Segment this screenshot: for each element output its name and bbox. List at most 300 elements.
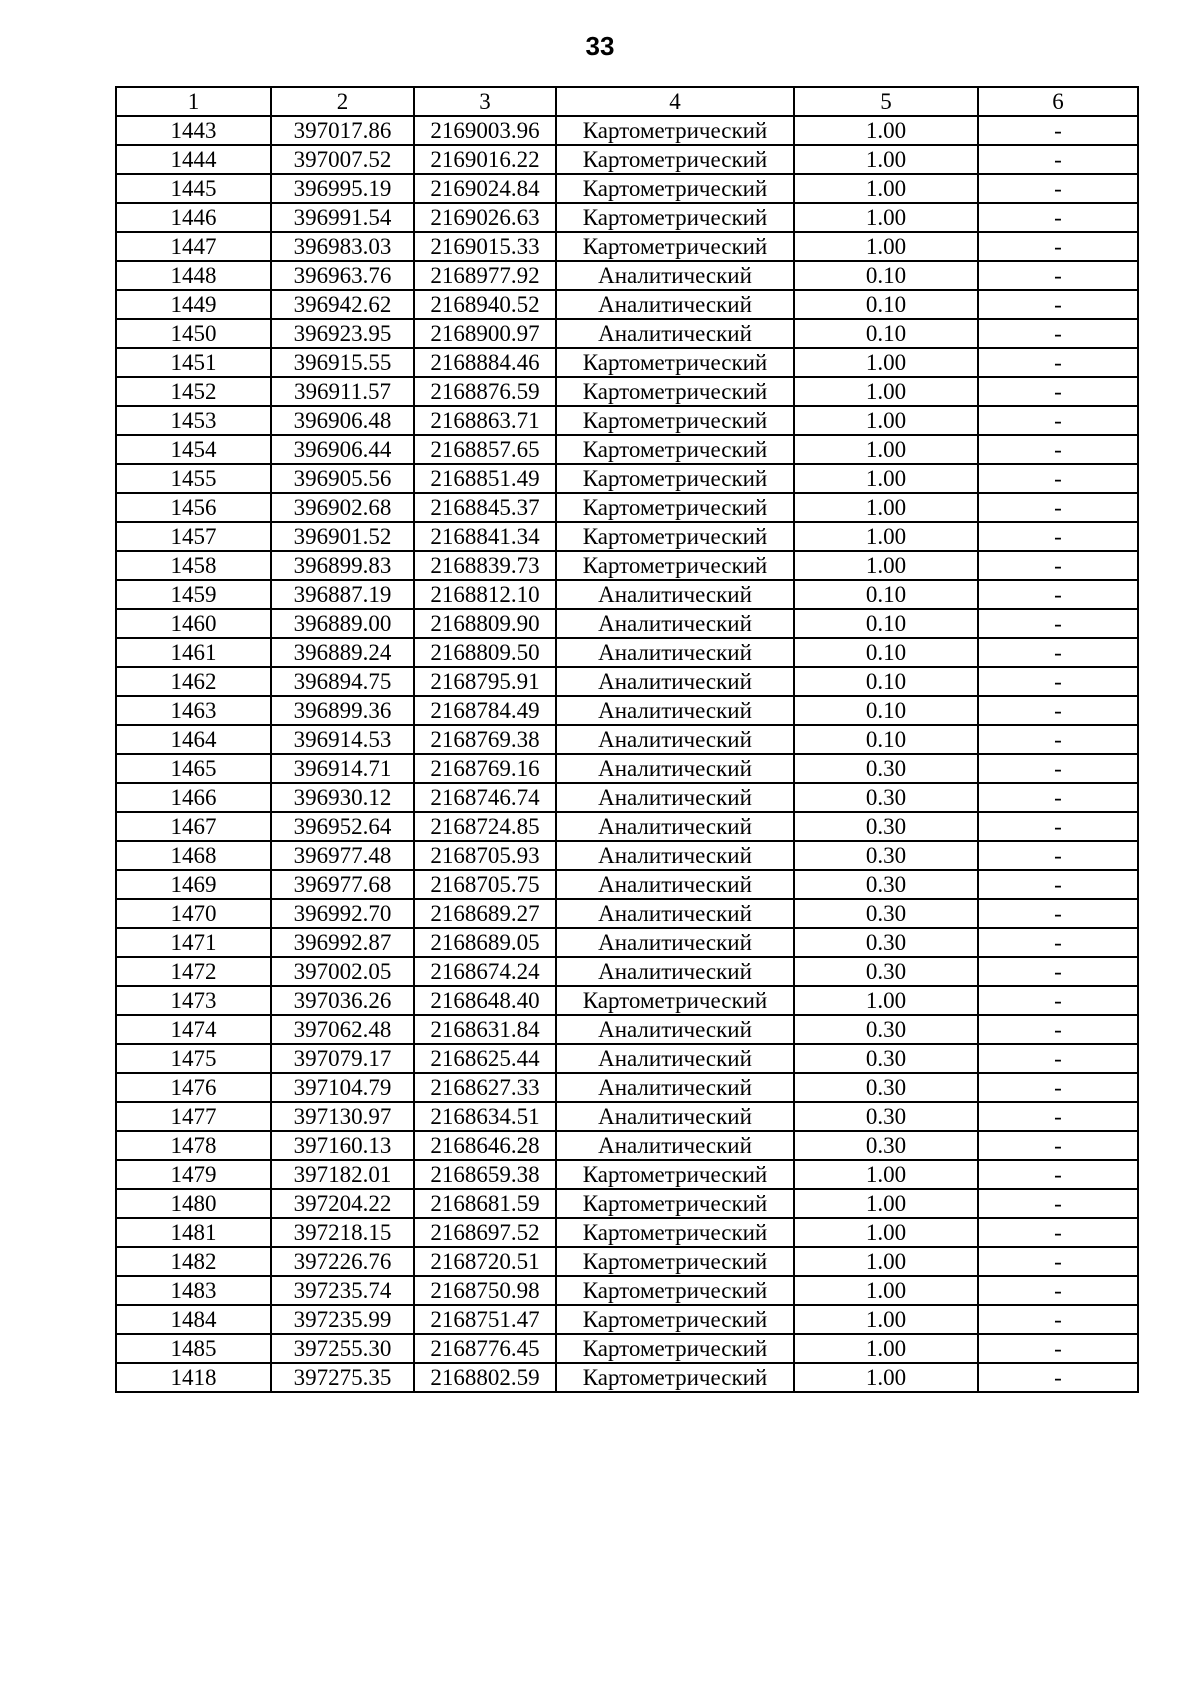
table-header [116,87,1138,116]
accuracy-cell: 1.00 [794,1218,978,1247]
note-cell: - [978,696,1138,725]
point-number-cell: 1460 [116,609,271,638]
table-row [116,841,1138,870]
note-cell: - [978,783,1138,812]
accuracy-cell: 0.30 [794,1015,978,1044]
accuracy-cell: 0.30 [794,1044,978,1073]
method-cell: Аналитический [556,638,794,667]
y-coordinate-cell: 2168769.38 [414,725,556,754]
method-cell: Аналитический [556,1131,794,1160]
note-cell: - [978,870,1138,899]
x-coordinate-cell: 397275.35 [271,1363,414,1392]
table-row [116,1276,1138,1305]
accuracy-cell: 1.00 [794,551,978,580]
y-coordinate-cell: 2168784.49 [414,696,556,725]
y-coordinate-cell: 2168681.59 [414,1189,556,1218]
accuracy-cell: 0.10 [794,580,978,609]
accuracy-cell: 0.30 [794,1102,978,1131]
accuracy-cell: 1.00 [794,464,978,493]
table-row [116,319,1138,348]
y-coordinate-cell: 2168851.49 [414,464,556,493]
table-row [116,435,1138,464]
table-row [116,174,1138,203]
table-row [116,203,1138,232]
x-coordinate-cell: 396899.36 [271,696,414,725]
point-number-cell: 1483 [116,1276,271,1305]
table-row [116,1305,1138,1334]
y-coordinate-cell: 2168977.92 [414,261,556,290]
method-cell: Аналитический [556,609,794,638]
accuracy-cell: 0.30 [794,754,978,783]
note-cell: - [978,725,1138,754]
x-coordinate-cell: 396992.87 [271,928,414,957]
table-row [116,377,1138,406]
table-row [116,667,1138,696]
table-row [116,232,1138,261]
y-coordinate-cell: 2168705.93 [414,841,556,870]
point-number-cell: 1443 [116,116,271,145]
accuracy-cell: 1.00 [794,1160,978,1189]
note-cell: - [978,203,1138,232]
accuracy-cell: 1.00 [794,406,978,435]
x-coordinate-cell: 397235.99 [271,1305,414,1334]
header-cell-4: 4 [556,87,794,116]
header-cell-3: 3 [414,87,556,116]
point-number-cell: 1459 [116,580,271,609]
x-coordinate-cell: 397104.79 [271,1073,414,1102]
accuracy-cell: 1.00 [794,203,978,232]
method-cell: Аналитический [556,1015,794,1044]
table-row [116,493,1138,522]
table-row [116,1247,1138,1276]
method-cell: Картометрический [556,203,794,232]
y-coordinate-cell: 2169016.22 [414,145,556,174]
point-number-cell: 1446 [116,203,271,232]
y-coordinate-cell: 2168674.24 [414,957,556,986]
point-number-cell: 1448 [116,261,271,290]
table-row [116,406,1138,435]
method-cell: Картометрический [556,551,794,580]
note-cell: - [978,580,1138,609]
method-cell: Картометрический [556,406,794,435]
method-cell: Картометрический [556,174,794,203]
table-row [116,580,1138,609]
table-row [116,928,1138,957]
method-cell: Аналитический [556,754,794,783]
method-cell: Картометрический [556,116,794,145]
x-coordinate-cell: 396887.19 [271,580,414,609]
accuracy-cell: 0.10 [794,261,978,290]
note-cell: - [978,812,1138,841]
x-coordinate-cell: 397182.01 [271,1160,414,1189]
table-row [116,696,1138,725]
table-row [116,609,1138,638]
note-cell: - [978,899,1138,928]
y-coordinate-cell: 2168857.65 [414,435,556,464]
table-row [116,1131,1138,1160]
table-row [116,1102,1138,1131]
note-cell: - [978,1276,1138,1305]
note-cell: - [978,232,1138,261]
method-cell: Аналитический [556,841,794,870]
note-cell: - [978,464,1138,493]
x-coordinate-cell: 396992.70 [271,899,414,928]
header-cell-2: 2 [271,87,414,116]
y-coordinate-cell: 2168769.16 [414,754,556,783]
table-row [116,1044,1138,1073]
table-row [116,638,1138,667]
x-coordinate-cell: 396889.00 [271,609,414,638]
accuracy-cell: 1.00 [794,986,978,1015]
point-number-cell: 1472 [116,957,271,986]
y-coordinate-cell: 2168795.91 [414,667,556,696]
point-number-cell: 1466 [116,783,271,812]
accuracy-cell: 0.10 [794,725,978,754]
method-cell: Картометрический [556,464,794,493]
method-cell: Аналитический [556,812,794,841]
point-number-cell: 1455 [116,464,271,493]
accuracy-cell: 0.10 [794,667,978,696]
note-cell: - [978,406,1138,435]
note-cell: - [978,928,1138,957]
point-number-cell: 1482 [116,1247,271,1276]
table-row [116,1218,1138,1247]
note-cell: - [978,754,1138,783]
accuracy-cell: 1.00 [794,522,978,551]
y-coordinate-cell: 2168863.71 [414,406,556,435]
x-coordinate-cell: 396901.52 [271,522,414,551]
point-number-cell: 1474 [116,1015,271,1044]
point-number-cell: 1465 [116,754,271,783]
header-cell-6: 6 [978,87,1138,116]
method-cell: Картометрический [556,1160,794,1189]
y-coordinate-cell: 2168845.37 [414,493,556,522]
point-number-cell: 1481 [116,1218,271,1247]
method-cell: Аналитический [556,928,794,957]
accuracy-cell: 1.00 [794,377,978,406]
method-cell: Картометрический [556,435,794,464]
x-coordinate-cell: 396995.19 [271,174,414,203]
method-cell: Аналитический [556,1044,794,1073]
y-coordinate-cell: 2168876.59 [414,377,556,406]
table-body [116,116,1138,1392]
table-row [116,116,1138,145]
point-number-cell: 1461 [116,638,271,667]
note-cell: - [978,1044,1138,1073]
y-coordinate-cell: 2168648.40 [414,986,556,1015]
method-cell: Картометрический [556,986,794,1015]
note-cell: - [978,290,1138,319]
accuracy-cell: 0.10 [794,290,978,319]
y-coordinate-cell: 2168720.51 [414,1247,556,1276]
point-number-cell: 1447 [116,232,271,261]
table-row [116,957,1138,986]
accuracy-cell: 0.30 [794,783,978,812]
method-cell: Аналитический [556,899,794,928]
point-number-cell: 1470 [116,899,271,928]
note-cell: - [978,1334,1138,1363]
y-coordinate-cell: 2168884.46 [414,348,556,377]
point-number-cell: 1467 [116,812,271,841]
method-cell: Аналитический [556,783,794,812]
y-coordinate-cell: 2168841.34 [414,522,556,551]
point-number-cell: 1445 [116,174,271,203]
method-cell: Картометрический [556,1276,794,1305]
x-coordinate-cell: 396977.68 [271,870,414,899]
point-number-cell: 1469 [116,870,271,899]
x-coordinate-cell: 397255.30 [271,1334,414,1363]
method-cell: Аналитический [556,580,794,609]
x-coordinate-cell: 396977.48 [271,841,414,870]
table-row [116,522,1138,551]
x-coordinate-cell: 397007.52 [271,145,414,174]
note-cell: - [978,841,1138,870]
y-coordinate-cell: 2168940.52 [414,290,556,319]
point-number-cell: 1479 [116,1160,271,1189]
method-cell: Картометрический [556,1218,794,1247]
accuracy-cell: 1.00 [794,493,978,522]
method-cell: Картометрический [556,493,794,522]
y-coordinate-cell: 2169026.63 [414,203,556,232]
table-row [116,145,1138,174]
point-number-cell: 1464 [116,725,271,754]
x-coordinate-cell: 397002.05 [271,957,414,986]
point-number-cell: 1457 [116,522,271,551]
table-row [116,1189,1138,1218]
accuracy-cell: 1.00 [794,1363,978,1392]
accuracy-cell: 1.00 [794,1247,978,1276]
y-coordinate-cell: 2168900.97 [414,319,556,348]
y-coordinate-cell: 2168697.52 [414,1218,556,1247]
method-cell: Аналитический [556,870,794,899]
x-coordinate-cell: 396906.44 [271,435,414,464]
table-row [116,290,1138,319]
accuracy-cell: 0.30 [794,957,978,986]
point-number-cell: 1418 [116,1363,271,1392]
note-cell: - [978,986,1138,1015]
note-cell: - [978,174,1138,203]
table-row [116,1160,1138,1189]
accuracy-cell: 1.00 [794,435,978,464]
y-coordinate-cell: 2168689.27 [414,899,556,928]
table-row [116,1015,1138,1044]
y-coordinate-cell: 2168746.74 [414,783,556,812]
y-coordinate-cell: 2168724.85 [414,812,556,841]
method-cell: Аналитический [556,1073,794,1102]
coordinates-table [115,86,1139,1393]
method-cell: Картометрический [556,1305,794,1334]
method-cell: Аналитический [556,290,794,319]
x-coordinate-cell: 397218.15 [271,1218,414,1247]
table-row [116,812,1138,841]
x-coordinate-cell: 396942.62 [271,290,414,319]
x-coordinate-cell: 397079.17 [271,1044,414,1073]
x-coordinate-cell: 396963.76 [271,261,414,290]
y-coordinate-cell: 2168705.75 [414,870,556,899]
accuracy-cell: 0.30 [794,928,978,957]
point-number-cell: 1471 [116,928,271,957]
method-cell: Картометрический [556,1189,794,1218]
table-row [116,783,1138,812]
method-cell: Аналитический [556,696,794,725]
y-coordinate-cell: 2168751.47 [414,1305,556,1334]
accuracy-cell: 0.30 [794,841,978,870]
point-number-cell: 1476 [116,1073,271,1102]
point-number-cell: 1453 [116,406,271,435]
x-coordinate-cell: 396906.48 [271,406,414,435]
point-number-cell: 1475 [116,1044,271,1073]
note-cell: - [978,522,1138,551]
x-coordinate-cell: 396915.55 [271,348,414,377]
accuracy-cell: 0.30 [794,812,978,841]
note-cell: - [978,638,1138,667]
note-cell: - [978,957,1138,986]
x-coordinate-cell: 396914.53 [271,725,414,754]
y-coordinate-cell: 2168809.50 [414,638,556,667]
method-cell: Картометрический [556,1247,794,1276]
note-cell: - [978,1189,1138,1218]
accuracy-cell: 0.10 [794,638,978,667]
note-cell: - [978,435,1138,464]
method-cell: Картометрический [556,522,794,551]
method-cell: Картометрический [556,1334,794,1363]
table-row [116,551,1138,580]
point-number-cell: 1473 [116,986,271,1015]
note-cell: - [978,493,1138,522]
method-cell: Аналитический [556,667,794,696]
point-number-cell: 1450 [116,319,271,348]
method-cell: Аналитический [556,725,794,754]
y-coordinate-cell: 2168627.33 [414,1073,556,1102]
x-coordinate-cell: 396911.57 [271,377,414,406]
y-coordinate-cell: 2168646.28 [414,1131,556,1160]
point-number-cell: 1463 [116,696,271,725]
accuracy-cell: 1.00 [794,1305,978,1334]
table-row [116,1363,1138,1392]
x-coordinate-cell: 397204.22 [271,1189,414,1218]
note-cell: - [978,319,1138,348]
y-coordinate-cell: 2168659.38 [414,1160,556,1189]
y-coordinate-cell: 2169024.84 [414,174,556,203]
y-coordinate-cell: 2168634.51 [414,1102,556,1131]
note-cell: - [978,145,1138,174]
header-cell-5: 5 [794,87,978,116]
x-coordinate-cell: 396905.56 [271,464,414,493]
x-coordinate-cell: 396930.12 [271,783,414,812]
note-cell: - [978,1160,1138,1189]
y-coordinate-cell: 2168802.59 [414,1363,556,1392]
table-row [116,464,1138,493]
table-row [116,899,1138,928]
x-coordinate-cell: 396952.64 [271,812,414,841]
x-coordinate-cell: 397130.97 [271,1102,414,1131]
note-cell: - [978,1363,1138,1392]
x-coordinate-cell: 396991.54 [271,203,414,232]
point-number-cell: 1456 [116,493,271,522]
accuracy-cell: 1.00 [794,145,978,174]
note-cell: - [978,377,1138,406]
method-cell: Аналитический [556,957,794,986]
method-cell: Аналитический [556,1102,794,1131]
point-number-cell: 1477 [116,1102,271,1131]
point-number-cell: 1468 [116,841,271,870]
note-cell: - [978,348,1138,377]
y-coordinate-cell: 2168625.44 [414,1044,556,1073]
table-row [116,261,1138,290]
page-number: 33 [585,31,615,61]
accuracy-cell: 0.30 [794,870,978,899]
y-coordinate-cell: 2169003.96 [414,116,556,145]
accuracy-cell: 1.00 [794,1334,978,1363]
method-cell: Картометрический [556,145,794,174]
y-coordinate-cell: 2168776.45 [414,1334,556,1363]
y-coordinate-cell: 2168750.98 [414,1276,556,1305]
x-coordinate-cell: 397036.26 [271,986,414,1015]
accuracy-cell: 1.00 [794,116,978,145]
x-coordinate-cell: 397062.48 [271,1015,414,1044]
table-row [116,725,1138,754]
x-coordinate-cell: 397235.74 [271,1276,414,1305]
note-cell: - [978,116,1138,145]
point-number-cell: 1484 [116,1305,271,1334]
point-number-cell: 1452 [116,377,271,406]
table-row [116,1073,1138,1102]
x-coordinate-cell: 397226.76 [271,1247,414,1276]
accuracy-cell: 1.00 [794,1189,978,1218]
table-row [116,870,1138,899]
method-cell: Картометрический [556,377,794,406]
method-cell: Аналитический [556,261,794,290]
table-row [116,348,1138,377]
note-cell: - [978,1073,1138,1102]
accuracy-cell: 1.00 [794,174,978,203]
point-number-cell: 1480 [116,1189,271,1218]
accuracy-cell: 0.30 [794,899,978,928]
y-coordinate-cell: 2168809.90 [414,609,556,638]
accuracy-cell: 1.00 [794,1276,978,1305]
point-number-cell: 1478 [116,1131,271,1160]
x-coordinate-cell: 397160.13 [271,1131,414,1160]
note-cell: - [978,261,1138,290]
note-cell: - [978,1218,1138,1247]
point-number-cell: 1444 [116,145,271,174]
x-coordinate-cell: 396914.71 [271,754,414,783]
accuracy-cell: 0.10 [794,319,978,348]
x-coordinate-cell: 396923.95 [271,319,414,348]
note-cell: - [978,1102,1138,1131]
table-row [116,754,1138,783]
x-coordinate-cell: 396894.75 [271,667,414,696]
x-coordinate-cell: 396902.68 [271,493,414,522]
note-cell: - [978,551,1138,580]
accuracy-cell: 0.30 [794,1131,978,1160]
note-cell: - [978,1305,1138,1334]
x-coordinate-cell: 396899.83 [271,551,414,580]
accuracy-cell: 0.30 [794,1073,978,1102]
method-cell: Картометрический [556,232,794,261]
table-row [116,986,1138,1015]
table-row [116,1334,1138,1363]
y-coordinate-cell: 2168812.10 [414,580,556,609]
accuracy-cell: 0.10 [794,696,978,725]
accuracy-cell: 1.00 [794,232,978,261]
note-cell: - [978,1247,1138,1276]
note-cell: - [978,609,1138,638]
point-number-cell: 1485 [116,1334,271,1363]
note-cell: - [978,1131,1138,1160]
method-cell: Картометрический [556,1363,794,1392]
y-coordinate-cell: 2168839.73 [414,551,556,580]
